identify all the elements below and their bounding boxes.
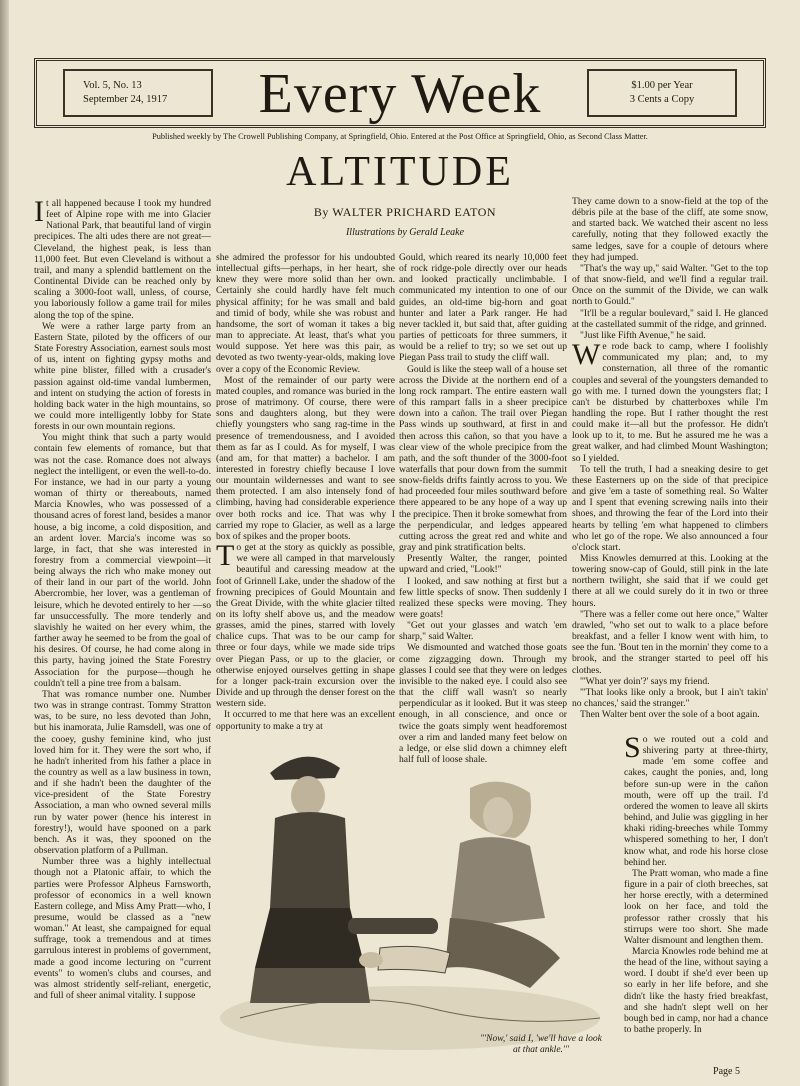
paragraph: "That's the way up," said Walter. "Get to the top of that snow-field, and we'll find a regular trail. Once on the summit of the Divide, we can walk north to Gould." bbox=[572, 262, 768, 308]
paragraph: We were a rather large party from an Eastern State, piloted by the officers of our State Forestry Association, earnest souls most of us, intent on fighting gypsy moths and white pine blister, filled with a crusader's passion against old-time vandal lumbermen, and intent on studying the action of forests in holding back water in the high mountains, so we could more intelligently lobby for State forests in our own mountain regions. bbox=[34, 320, 211, 433]
paragraph: Presently Walter, the ranger, pointed upward and cried, "Look!" bbox=[399, 553, 567, 576]
paragraph: "'What yer doin'?' says my friend. bbox=[580, 675, 710, 687]
paragraph: Marcia Knowles rode behind me at the head of the line, without saying a word. I doubt if she'd ever been up so early in her life before, and she didn't like the hasty fried breakfast, and she hadn't slept well on her bough bed in camp, nor had a chance to bathe properly. In bbox=[624, 945, 768, 1036]
text-column-2 bbox=[216, 252, 395, 732]
paragraph: "Just like Fifth Avenue," he said. bbox=[580, 329, 706, 341]
paragraph: Miss Knowles demurred at this. Looking at the towering snow-cap of Gould, still pink in the late northern twilight, she said that if we could get there at all we could surely do it in two or three hours. bbox=[572, 553, 768, 609]
paragraph: So we routed out a cold and shivering party at three-thirty, made 'em some coffee and cakes, caught the ponies, and, long before sun-up were in the cañon mouth, were off up the trail. I'd ordered the women to leave all skirts behind, and Julie was giggling in her khaki riding-breeches while Tommy whispered something to her, I don't know what, and rode his horse close behind her. bbox=[624, 731, 768, 868]
volume-number: Vol. 5, No. 13 bbox=[83, 80, 142, 91]
paragraph: It all happened because I took my hundred feet of Alpine rope with me into Glacier National Park, that beautiful land of virgin precipices. The alti udes there are not great—Cleveland, the highest peak, is less than 11,000 feet. But even Cleveland is without a trail, and many a splendid battlement on the Continental Divide can be reached only by scaling a 3000-foot wall, unless, of course, you laboriously follow a game trail for miles along the top of the spine. bbox=[34, 195, 211, 321]
article-byline: By WALTER PRICHARD EATON bbox=[313, 205, 497, 219]
drop-cap: W bbox=[572, 338, 601, 372]
illustrator-credit: Illustrations by Gerald Leake bbox=[345, 227, 465, 238]
price-copy: 3 Cents a Copy bbox=[629, 94, 695, 105]
paragraph: It occurred to me that here was an excellent opportunity to make a try at bbox=[216, 709, 395, 732]
paragraph: That was romance number one. Number two was in strange contrast. Tommy Stratton was, to be sure, no less devoted than John, but his inamorata, Julie Ramsdell, was one of the cooey, gushy feminine kind, who just loved him for it. They were the sort who, if he hadn't inherited from his father a place in the country as well as a law business in town, and if she hadn't been the daughter of the vice-president of the State Forestry Association, a man who owned several mills run by water power (hence his interest in forestry!), would have spooned on a park bench. As it was, they spooned on the observation platform of a Pullman. bbox=[34, 688, 211, 857]
text-column-1 bbox=[34, 195, 211, 1062]
issue-info-box bbox=[63, 69, 213, 117]
illustration bbox=[230, 718, 600, 1048]
paragraph: "Get out your glasses and watch 'em sharp," said Walter. bbox=[399, 620, 567, 643]
magazine-title: Every Week bbox=[258, 63, 542, 125]
text-column-3 bbox=[399, 252, 567, 766]
paragraph: To get at the story as quickly as possible, we were all camped in that marvelously beautiful and caressing meadow at the foot of Grinnell Lake, under the shadow of the frowning precipices of Gould Mountain and the Great Divide, with the white glacier tilted on its lofty shelf above us, and the meadow grasses, amid the pines, starred with lovely chalice cups. That was to be our camp for three or four days, while we made side trips over Piegan Pass, or up to the glacier, or otherwise enjoyed ourselves getting in shape for a longer pack-train excursion over the Divide and up through the denser forest on the western side. bbox=[216, 539, 395, 710]
publication-notice: Published weekly by The Crowell Publishing Company, at Springfield, Ohio. Entered at the Post Office at Springfield, Ohio, as Second Class Matter. bbox=[152, 132, 648, 141]
masthead bbox=[34, 58, 766, 128]
text-column-4 bbox=[572, 196, 768, 734]
paragraph: Gould, which reared its nearly 10,000 feet of rock ridge-pole directly over our heads and looked practically unclimbable. I communicated my intention to one of our guides, an old-time big-horn and goat hunter and later a Park ranger. He had never tackled it, but said that, after guiding parties of petticoats for three summers, it would be a relief to try; so we set out up Piegan Pass trail to study the cliff wall. bbox=[399, 252, 567, 364]
text-column-5 bbox=[624, 731, 768, 1062]
paragraph: We rode back to camp, where I foolishly communicated my plan; and, to my consternation, all three of the romantic couples and several of the youngsters demanded to go with me. I turned down the youngsters flat; I can't be disturbed by chatterboxes while I'm handling the rope. But I rather thought the rest could make it—all but the professor. He didn't look up to it, to me. But he assured me he was a great walker, and had climbed Mount Washington; so I yielded. bbox=[572, 338, 768, 464]
drop-cap: S bbox=[624, 731, 641, 764]
price-year: $1.00 per Year bbox=[631, 80, 693, 91]
paragraph: "There was a feller come out here once," Walter drawled, "who set out to walk to a place before breakfast, and a feller I know went with him, to see the fun. 'Bout ten in the mornin' they come to a brook, and the stranger started to peel off his clothes. bbox=[572, 608, 768, 676]
woman-figure bbox=[359, 782, 560, 988]
paragraph: she admired the professor for his undoubted intellectual gifts—perhaps, in her heart, she knew they were more solid than her own. Certainly she could hardly have felt much physical affinity; for he was small and bald and timid of body, while she was robust and handsome, the sort of woman it takes a big man to appreciate. At least, that's what you would suppose. Yet here was this pair, as devoted as two twenty-year-olds, making love over a copy of the Economic Review. bbox=[216, 252, 395, 375]
paragraph: Then Walter bent over the sole of a boot again. bbox=[580, 709, 760, 721]
paragraph: They came down to a snow-field at the top of the débris pile at the base of the cliff, ate some snow, and started back. We watched their ascent no less carefully, noting that they followed exactly the same ledges, save for a couple of detours where they had jumped. bbox=[572, 196, 768, 263]
paragraph: I looked, and saw nothing at first but a few little specks of snow. Then suddenly I realized these specks were moving. They were goats! bbox=[399, 575, 567, 620]
illustration-caption: "'Now,' said I, 'we'll have a look at that ankle.'" bbox=[480, 1034, 602, 1055]
paragraph: "It'll be a regular boulevard," said I. He glanced at the castellated summit of the ridge, and grinned. bbox=[572, 307, 768, 330]
drop-cap: I bbox=[34, 195, 44, 228]
page-number: Page 5 bbox=[713, 1066, 740, 1077]
paragraph: Most of the remainder of our party were mated couples, and romance was buried in the prose of matrimony. Of course, there were sons and daughters along, but they were chiefly youngsters who sang rag-time in the presence of tremendousness, and I avoided them as far as I could. As for myself, I was (and am, for that matter) a bachelor. I am interested in forestry chiefly because I love our mountain wildernesses and want to see them protected. I am also intensely fond of climbing, having had considerable experience over both rocks and ice. That was why I carried my rope to Glacier, as well as a large box of spikes and the proper boots. bbox=[216, 374, 395, 542]
issue-date: September 24, 1917 bbox=[83, 94, 168, 105]
price-box bbox=[587, 69, 737, 117]
paragraph: We dismounted and watched those goats come zigzagging down. Through my glasses I could see that they were on ledges invisible to the naked eye. I could also see that the cliff wall wasn't so nearly perpendicular as it looked. But it was steep enough, in all conscience, and once or twice the goats simply went headforemost over a rim and landed many feet below on a ledge, or else slid down a chimney eleft half full of loose shale. bbox=[399, 642, 567, 766]
paragraph: Gould is like the steep wall of a house set across the Divide at the northern end of a long rock rampart. The entire eastern wall of this rampart falls in a sheer precipice down into a cañon. The trail over Piegan Pass winds up southward, at first in and then across this cañon, so that you have a clear view of the whole precipice from the path, and the soft thunder of the 3000-foot waterfalls that pour down from the summit snow-fields drifts faintly across to you. We had proceeded four miles southward before there appeared to be any hope of a way up the precipice. Then it broke somewhat from the perpendicular, and ledges appeared cutting across the great red and white and gray and pink stratification belts. bbox=[399, 363, 567, 554]
paragraph: Number three was a highly intellectual though not a Platonic affair, to which the parties were Professor Alpheus Farnsworth, professor of economics in a well known Eastern college, and Miss Amy Pratt—who, I presume, would be classed as a "new woman." At least, she campaigned for equal suffrage, took a tremendous and at times garrulous interest in problems of government, made a good income lecturing on "current events" to women's clubs and courses, and was almost stridently self-reliant, energetic, and full of sheer animal vitality. I suppose bbox=[34, 856, 211, 1002]
paragraph: To tell the truth, I had a sneaking desire to get these Easterners up on the side of that precipice and give 'em a taste of something real. So Walter and I spent that evening screwing nails into their shoes, and throwing the fear of the Lord into their hearts by telling 'em what happened to climbers who let go of the rope. We also announced a four o'clock start. bbox=[572, 463, 768, 553]
article-title: ALTITUDE bbox=[286, 149, 514, 195]
paragraph: "'That looks like only a brook, but I ain't takin' no chances,' said the stranger." bbox=[572, 686, 768, 710]
paragraph: The Pratt woman, who made a fine figure in a pair of cloth breeches, sat her horse erectly, with a determined look on her face, and told the professor rather crossly that his stirrups were too short. She made Walter dismount and lengthen them. bbox=[624, 867, 768, 946]
drop-cap: T bbox=[216, 539, 235, 573]
paragraph: You might think that such a party would contain few elements of romance, but that was not the case. Romance does not always neglect the intelligent, or even the well-to-do. For instance, we had in our party a young woman of thirty or thereabouts, named Marcia Knowles, who was possessed of a thousand acres of forest land, besides a manor house, a big income, a cold disposition, and an ardent lover. Marcia's income was so large, in fact, that she was interested in forestry from a commercial viewpoint—it being always the rich who make money out of their land in our part of the world. John Abercrombie, her lover, was a gentleman of leisure, which he devoted entirely to her —so far unsuccessfully. The more tenderly and slavishly he waited on her every whim, the farther away he seemed to be from the goal of his desires. Of course, he had come along in this party, having joined the State Forestry Association for the purpose—though he couldn't tell a pine tree from a balsam. bbox=[34, 432, 211, 689]
